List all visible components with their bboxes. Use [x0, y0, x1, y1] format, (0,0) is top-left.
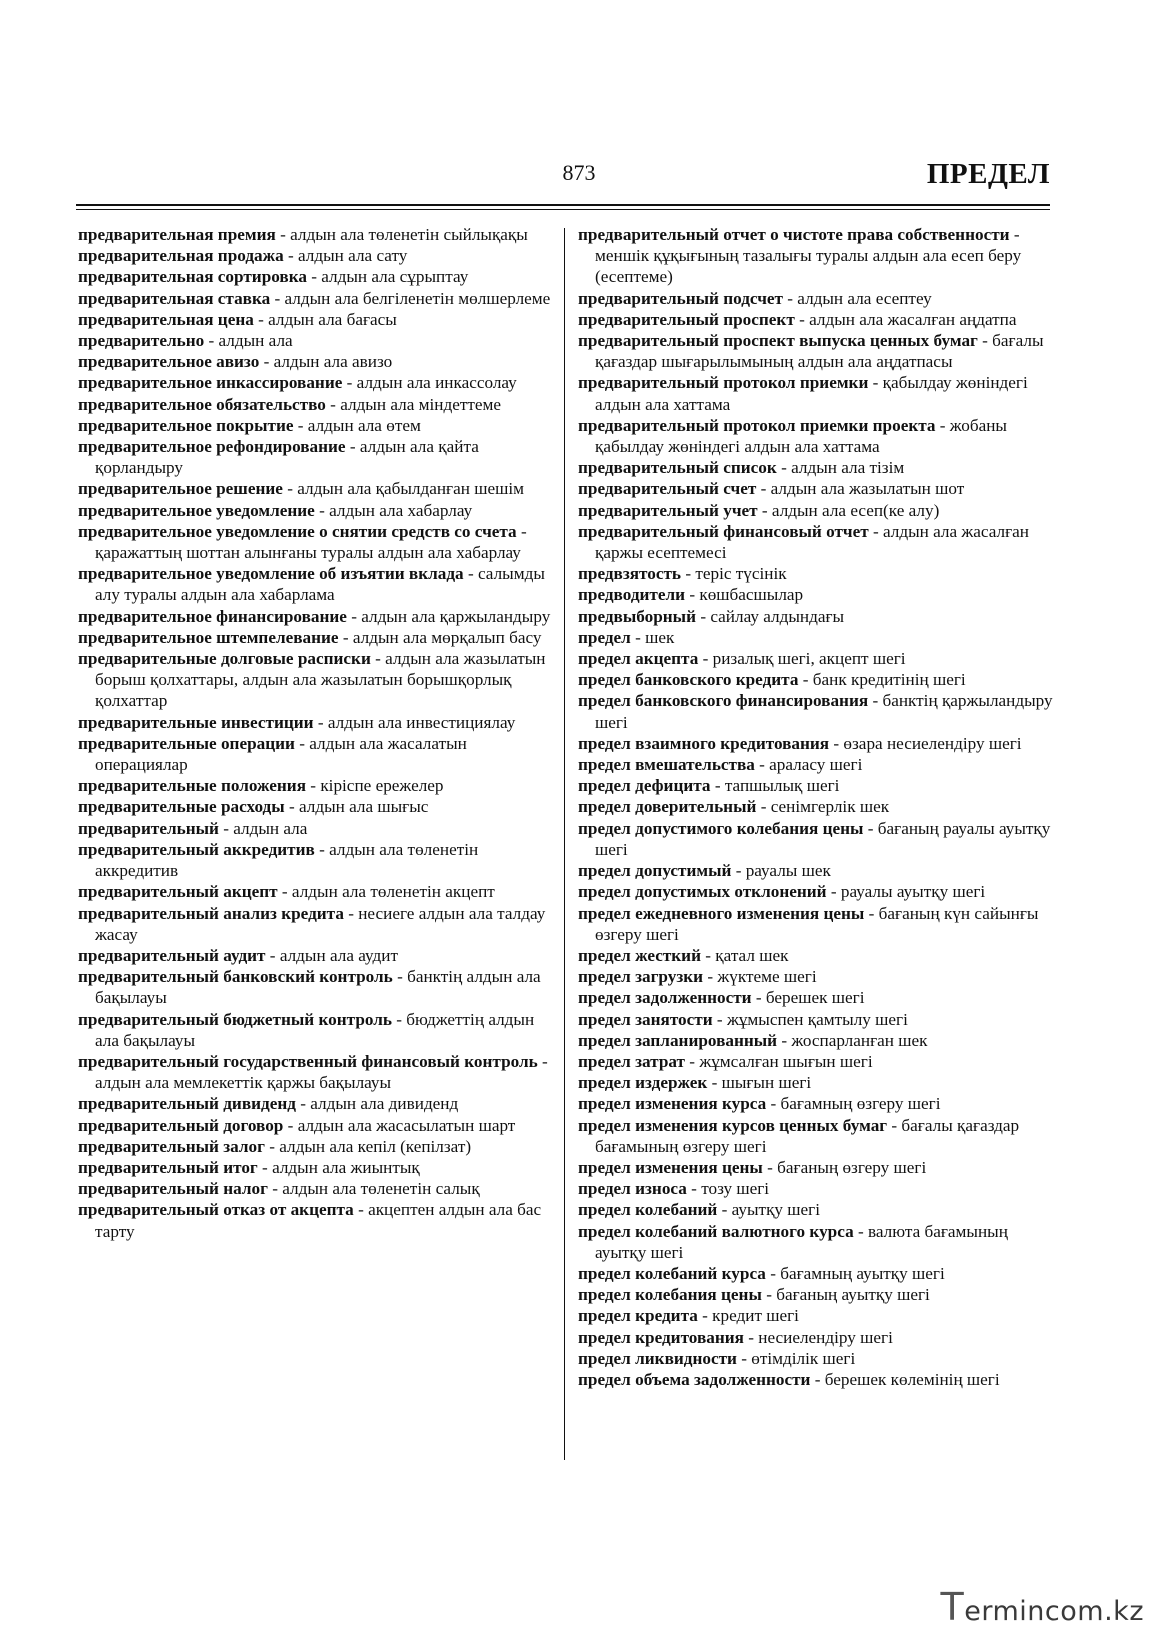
- dictionary-entry: [78, 966, 556, 1008]
- entry-term: предварительная сортировка: [78, 267, 307, 287]
- logo-text: erminc: [964, 1596, 1061, 1627]
- dictionary-entry: [578, 1348, 1056, 1369]
- entry-translation: - алдын ала есептеу: [782, 288, 932, 308]
- entry-translation: - алдын ала авизо: [259, 352, 393, 372]
- entry-translation: - алдын ала белгіленетін мөлшерлеме: [270, 288, 551, 308]
- entry-term: предварительный финансовый отчет: [578, 521, 869, 541]
- entry-term: предел занятости: [578, 1009, 713, 1029]
- entry-translation: - берешек шегі: [751, 988, 865, 1008]
- dictionary-entry: [78, 394, 556, 415]
- dictionary-entry: [578, 563, 1056, 584]
- dictionary-entry: [578, 1009, 1056, 1030]
- entry-term: предел доверительный: [578, 797, 757, 817]
- entry-term: предварительное штемпелевание: [78, 627, 339, 647]
- entry-translation: - қабылдау жөніндегі алдын ала хаттама: [595, 373, 1028, 414]
- entry-term: предварительный счет: [578, 479, 757, 499]
- entry-translation: - алдын ала төленетін акцепт: [277, 882, 495, 902]
- logo-suffix: m.kz: [1077, 1596, 1144, 1627]
- entry-term: предварительная продажа: [78, 246, 284, 266]
- entry-translation: - кіріспе ережелер: [306, 776, 444, 796]
- dictionary-entry: [78, 627, 556, 648]
- entry-term: предварительный проспект выпуска ценных бумаг: [578, 331, 978, 351]
- dictionary-entry: [578, 775, 1056, 796]
- entry-term: предварительный договор: [78, 1115, 284, 1135]
- termincom-logo: [941, 1585, 1144, 1629]
- entry-translation: - алдын ала жазылатын шот: [756, 479, 965, 499]
- dictionary-entry: [78, 1178, 556, 1199]
- dictionary-entry: [578, 415, 1056, 457]
- entry-term: предварительный банковский контроль: [78, 967, 393, 987]
- entry-translation: - банктің қаржыландыру шегі: [595, 691, 1053, 732]
- entry-translation: - өзара несиелендіру шегі: [829, 733, 1022, 753]
- dictionary-entry: [578, 1072, 1056, 1093]
- entry-translation: - алдын ала жасалатын операциялар: [95, 733, 467, 775]
- dictionary-entry: [78, 1093, 556, 1114]
- entry-term: предводители: [578, 585, 686, 605]
- entry-translation: - рауалы ауытқу шегі: [826, 882, 986, 902]
- entry-term: предварительный залог: [78, 1136, 265, 1156]
- dictionary-entry: [78, 818, 556, 839]
- entry-term: предварительное обязательство: [78, 394, 326, 414]
- entry-term: предел допустимого колебания цены: [578, 818, 864, 838]
- right-column: [578, 224, 1056, 1390]
- dictionary-entry: [78, 330, 556, 351]
- dictionary-entry: [578, 1305, 1056, 1326]
- entry-term: предварительные расходы: [78, 797, 285, 817]
- entry-term: предел взаимного кредитования: [578, 733, 830, 753]
- dictionary-entry: [578, 224, 1056, 288]
- entry-translation: - бюджеттің алдын ала бақылауы: [95, 1009, 535, 1050]
- dictionary-entry: [78, 1157, 556, 1178]
- dictionary-entry: [78, 478, 556, 499]
- dictionary-entry: [578, 903, 1056, 945]
- dictionary-entry: [578, 860, 1056, 881]
- entry-translation: - рауалы шек: [731, 861, 831, 881]
- entry-term: предвыборный: [578, 606, 697, 626]
- entry-term: предварительные положения: [78, 776, 306, 796]
- entry-translation: - бағаның рауалы ауытқу шегі: [595, 818, 1051, 859]
- entry-translation: - бағаның ауытқу шегі: [761, 1285, 930, 1305]
- entry-term: предварительные долговые расписки: [78, 649, 371, 669]
- entry-term: предварительные операции: [78, 733, 295, 753]
- entry-translation: - алдын ала инвестициялау: [313, 712, 516, 732]
- dictionary-entry: [78, 521, 556, 563]
- header-rule: [76, 204, 1050, 206]
- dictionary-entry: [578, 1263, 1056, 1284]
- dictionary-entry: [578, 818, 1056, 860]
- entry-translation: - алдын ала аудит: [265, 945, 398, 965]
- entry-translation: - берешек көлемінің шегі: [810, 1369, 1000, 1389]
- entry-translation: - алдын ала хабарлау: [314, 500, 473, 520]
- dictionary-entry: [78, 309, 556, 330]
- entry-term: предварительное инкассирование: [78, 373, 343, 393]
- entry-translation: - алдын ала: [204, 331, 293, 351]
- entry-term: предел запланированный: [578, 1030, 778, 1050]
- entry-translation: - акцептен алдын ала бас тарту: [95, 1200, 542, 1241]
- entry-term: предварительный отказ от акцепта: [78, 1200, 354, 1220]
- entry-translation: - бағамның өзгеру шегі: [766, 1094, 941, 1114]
- entry-term: предварительное покрытие: [78, 415, 294, 435]
- entry-translation: - сенімгерлік шек: [756, 797, 890, 817]
- logo-letter: T: [940, 1585, 965, 1629]
- entry-translation: - тапшылық шегі: [710, 776, 840, 796]
- entry-translation: - алдын ала: [218, 818, 308, 838]
- entry-term: предварительный аккредитив: [78, 839, 315, 859]
- entry-term: предел издержек: [578, 1073, 708, 1093]
- dictionary-entry: [78, 288, 556, 309]
- entry-translation: - алдын ала төленетін салық: [267, 1179, 480, 1199]
- entry-translation: - өтімділік шегі: [736, 1348, 856, 1368]
- entry-term: предварительный аудит: [78, 945, 266, 965]
- entry-term: предел банковского кредита: [578, 670, 799, 690]
- entry-translation: - алдын ала шығыс: [284, 797, 429, 817]
- dictionary-entry: [578, 987, 1056, 1008]
- entry-term: предварительный протокол приемки: [578, 373, 869, 393]
- entry-term: предварительный список: [578, 458, 777, 478]
- dictionary-entry: [78, 1115, 556, 1136]
- entry-translation: - несиеге алдын ала талдау жасау: [95, 903, 546, 944]
- entry-term: предел износа: [578, 1179, 687, 1199]
- entry-term: предел допустимый: [578, 861, 732, 881]
- entry-translation: - шығын шегі: [707, 1073, 812, 1093]
- dictionary-entry: [78, 945, 556, 966]
- dictionary-entry: [78, 648, 556, 712]
- entry-term: предварительное решение: [78, 479, 283, 499]
- dictionary-entry: [78, 436, 556, 478]
- dictionary-entry: [78, 796, 556, 817]
- dictionary-entry: [578, 457, 1056, 478]
- header-word: ПРЕДЕЛ: [926, 158, 1050, 190]
- entry-term: предварительное финансирование: [78, 606, 347, 626]
- entry-translation: - алдын ала жазылатын борыш қолхаттары, алдын ала жазылатын борышқорлық қолхаттар: [95, 649, 546, 711]
- entry-translation: - алдын ала есеп(ке алу): [757, 500, 940, 520]
- entry-term: предел колебаний: [578, 1200, 718, 1220]
- entry-term: предел жесткий: [578, 945, 701, 965]
- entry-translation: - бағаның өзгеру шегі: [762, 1157, 927, 1177]
- dictionary-entry: [578, 1369, 1056, 1390]
- entry-translation: - қаражаттың шоттан алынғаны туралы алдын ала хабарлау: [95, 521, 527, 563]
- entry-term: предел затрат: [578, 1051, 685, 1071]
- entry-translation: - алдын ала жасалған аңдатпа: [794, 309, 1017, 329]
- dictionary-entry: [578, 521, 1056, 563]
- dictionary-entry: [578, 330, 1056, 372]
- entry-term: предел: [578, 627, 631, 647]
- entry-translation: - қатал шек: [700, 945, 789, 965]
- dictionary-entry: [78, 500, 556, 521]
- entry-translation: - бағалы қағаздар бағамының өзгеру шегі: [595, 1115, 1020, 1156]
- dictionary-entry: [78, 881, 556, 902]
- entry-translation: - алдын ала жасалған қаржы есептемесі: [595, 521, 1030, 563]
- dictionary-entry: [78, 563, 556, 605]
- entry-term: предварительные инвестиции: [78, 712, 314, 732]
- entry-term: предварительная цена: [78, 309, 254, 329]
- entry-translation: - банктің алдын ала бақылауы: [95, 967, 541, 1008]
- dictionary-entry: [578, 1030, 1056, 1051]
- entry-term: предварительный государственный финансовый контроль: [78, 1051, 538, 1071]
- dictionary-entry: [578, 1051, 1056, 1072]
- entry-translation: - алдын ала өтем: [293, 415, 421, 435]
- dictionary-entry: [578, 733, 1056, 754]
- dictionary-entry: [578, 1178, 1056, 1199]
- entry-translation: - алдын ала төленетін аккредитив: [95, 839, 479, 881]
- dictionary-entry: [78, 245, 556, 266]
- dictionary-entry: [578, 648, 1056, 669]
- dictionary-entry: [78, 224, 556, 245]
- dictionary-entry: [78, 415, 556, 436]
- entry-term: предварительный проспект: [578, 309, 795, 329]
- entry-translation: - бағаның күн сайынғы өзгеру шегі: [595, 903, 1039, 944]
- dictionary-entry: [578, 584, 1056, 605]
- entry-translation: - алдын ала жасасылатын шарт: [283, 1115, 516, 1135]
- entry-translation: - алдын ала сату: [283, 246, 408, 266]
- dictionary-entry: [578, 669, 1056, 690]
- entry-term: предел изменения цены: [578, 1157, 763, 1177]
- entry-translation: - алдын ала төленетін сыйлықақы: [275, 225, 528, 244]
- dictionary-entry: [78, 733, 556, 775]
- entry-translation: - алдын ала жиынтық: [257, 1157, 420, 1177]
- entry-translation: - алдын ала кепіл (кепілзат): [264, 1136, 472, 1156]
- entry-term: предел дефицита: [578, 776, 711, 796]
- dictionary-entry: [578, 1327, 1056, 1348]
- dictionary-entry: [578, 1115, 1056, 1157]
- entry-term: предел ликвидности: [578, 1348, 737, 1368]
- entry-term: предварительно: [78, 331, 205, 351]
- entry-translation: - шек: [630, 627, 675, 647]
- entry-translation: - алдын ала мемлекеттік қаржы бақылауы: [95, 1051, 548, 1093]
- entry-translation: - алдын ала қабылданған шешім: [282, 479, 524, 499]
- page-number: 873: [562, 160, 596, 185]
- dictionary-entry: [578, 309, 1056, 330]
- entry-term: предварительный дивиденд: [78, 1094, 296, 1114]
- dictionary-entry: [78, 1199, 556, 1241]
- entry-translation: - жұмсалған шығын шегі: [685, 1051, 873, 1071]
- entry-term: предварительная премия: [78, 225, 276, 244]
- dictionary-entry: [78, 606, 556, 627]
- entry-term: предварительный подсчет: [578, 288, 783, 308]
- dictionary-entry: [578, 690, 1056, 732]
- entry-translation: - алдын ала міндеттеме: [325, 394, 501, 414]
- entry-translation: - сайлау алдындағы: [696, 606, 845, 626]
- entry-translation: - банк кредитінің шегі: [798, 670, 966, 690]
- dictionary-entry: [78, 1051, 556, 1093]
- dictionary-entry: [78, 775, 556, 796]
- entry-term: предварительное уведомление о снятии средств со счета: [78, 521, 517, 541]
- entry-translation: - бағалы қағаздар шығарылымының алдын ала аңдатпасы: [595, 331, 1044, 372]
- entry-term: предварительный итог: [78, 1157, 258, 1177]
- entry-translation: - салымды алу туралы алдын ала хабарлама: [95, 564, 545, 605]
- dictionary-entry: [578, 372, 1056, 414]
- dictionary-entry: [578, 606, 1056, 627]
- entry-term: предел банковского финансирования: [578, 691, 869, 711]
- entry-translation: - алдын ала тізім: [776, 458, 905, 478]
- entry-term: предварительная ставка: [78, 288, 271, 308]
- entry-term: предварительный: [78, 818, 219, 838]
- dictionary-entry: [78, 372, 556, 393]
- dictionary-entry: [78, 712, 556, 733]
- entry-term: предварительный акцепт: [78, 882, 278, 902]
- entry-term: предел колебаний валютного курса: [578, 1221, 854, 1241]
- entry-term: предел вмешательства: [578, 755, 755, 775]
- entry-translation: - алдын ала қаржыландыру: [346, 606, 551, 626]
- dictionary-entry: [578, 796, 1056, 817]
- dictionary-entry: [578, 1284, 1056, 1305]
- entry-translation: - ауытқу шегі: [717, 1200, 820, 1220]
- entry-term: предварительный протокол приемки проекта: [578, 415, 936, 435]
- entry-term: предварительное уведомление об изъятии вклада: [78, 564, 464, 584]
- entry-term: предел кредита: [578, 1306, 698, 1326]
- dictionary-entry: [78, 1136, 556, 1157]
- entry-term: предел загрузки: [578, 967, 704, 987]
- entry-term: предел ежедневного изменения цены: [578, 903, 865, 923]
- dictionary-entry: [78, 839, 556, 881]
- entry-translation: - теріс түсінік: [681, 564, 787, 584]
- entry-translation: - алдын ала инкассолау: [342, 373, 517, 393]
- entry-term: предварительный налог: [78, 1179, 268, 1199]
- entry-term: предел колебаний курса: [578, 1263, 766, 1283]
- entry-translation: - алдын ала мөрқалып басу: [338, 627, 542, 647]
- entry-term: предварительное уведомление: [78, 500, 315, 520]
- entry-term: предварительный учет: [578, 500, 758, 520]
- dictionary-entry: [78, 903, 556, 945]
- dictionary-entry: [578, 1199, 1056, 1220]
- entry-term: предварительный бюджетный контроль: [78, 1009, 392, 1029]
- dictionary-entry: [578, 1221, 1056, 1263]
- entry-term: предел изменения курса: [578, 1094, 767, 1114]
- header-rule-thin: [76, 209, 1050, 210]
- entry-translation: - алдын ала дивиденд: [295, 1094, 459, 1114]
- logo-o: o: [1060, 1596, 1078, 1627]
- entry-term: предел допустимых отклонений: [578, 882, 827, 902]
- entry-term: предел колебания цены: [578, 1285, 762, 1305]
- dictionary-entry: [78, 266, 556, 287]
- dictionary-entry: [578, 478, 1056, 499]
- entry-term: предел изменения курсов ценных бумаг: [578, 1115, 888, 1135]
- entry-translation: - жоспарланған шек: [777, 1030, 928, 1050]
- entry-translation: - жобаны қабылдау жөніндегі алдын ала хаттама: [595, 415, 1007, 457]
- entry-term: предварительный отчет о чистоте права собственности: [578, 225, 1010, 244]
- left-column: [78, 224, 556, 1242]
- entry-translation: - көшбасшылар: [685, 585, 804, 605]
- dictionary-entry: [578, 966, 1056, 987]
- entry-translation: - меншік құқығының тазалығы туралы алдын ала есеп беру (есептеме): [595, 225, 1022, 287]
- dictionary-entry: [578, 627, 1056, 648]
- entry-translation: - бағамның ауытқу шегі: [765, 1263, 945, 1283]
- entry-term: предвзятость: [578, 564, 682, 584]
- entry-translation: - ризалық шегі, акцепт шегі: [698, 649, 906, 669]
- entry-term: предварительный анализ кредита: [78, 903, 344, 923]
- entry-translation: - алдын ала қайта қорландыру: [95, 437, 479, 478]
- dictionary-entry: [578, 1093, 1056, 1114]
- entry-term: предел кредитования: [578, 1327, 744, 1347]
- entry-translation: - кредит шегі: [697, 1306, 799, 1326]
- dictionary-entry: [578, 288, 1056, 309]
- entry-translation: - араласу шегі: [754, 755, 863, 775]
- entry-translation: - алдын ала бағасы: [253, 309, 397, 329]
- dictionary-entry: [78, 351, 556, 372]
- entry-translation: - несиелендіру шегі: [743, 1327, 893, 1347]
- dictionary-entry: [578, 500, 1056, 521]
- dictionary-entry: [578, 881, 1056, 902]
- entry-term: предел объема задолженности: [578, 1369, 811, 1389]
- entry-term: предварительное авизо: [78, 352, 260, 372]
- entry-translation: - валюта бағамының ауытқу шегі: [595, 1221, 1008, 1262]
- entry-translation: - жұмыспен қамтылу шегі: [712, 1009, 908, 1029]
- entry-term: предел задолженности: [578, 988, 752, 1008]
- dictionary-entry: [578, 1157, 1056, 1178]
- dictionary-entry: [578, 754, 1056, 775]
- entry-translation: - тозу шегі: [686, 1179, 770, 1199]
- dictionary-entry: [78, 1009, 556, 1051]
- entry-term: предел акцепта: [578, 649, 699, 669]
- column-divider: [564, 228, 565, 1460]
- entry-translation: - жүктеме шегі: [703, 967, 817, 987]
- entry-translation: - алдын ала сұрыптау: [306, 267, 469, 287]
- dictionary-entry: [578, 945, 1056, 966]
- entry-term: предварительное рефондирование: [78, 437, 346, 457]
